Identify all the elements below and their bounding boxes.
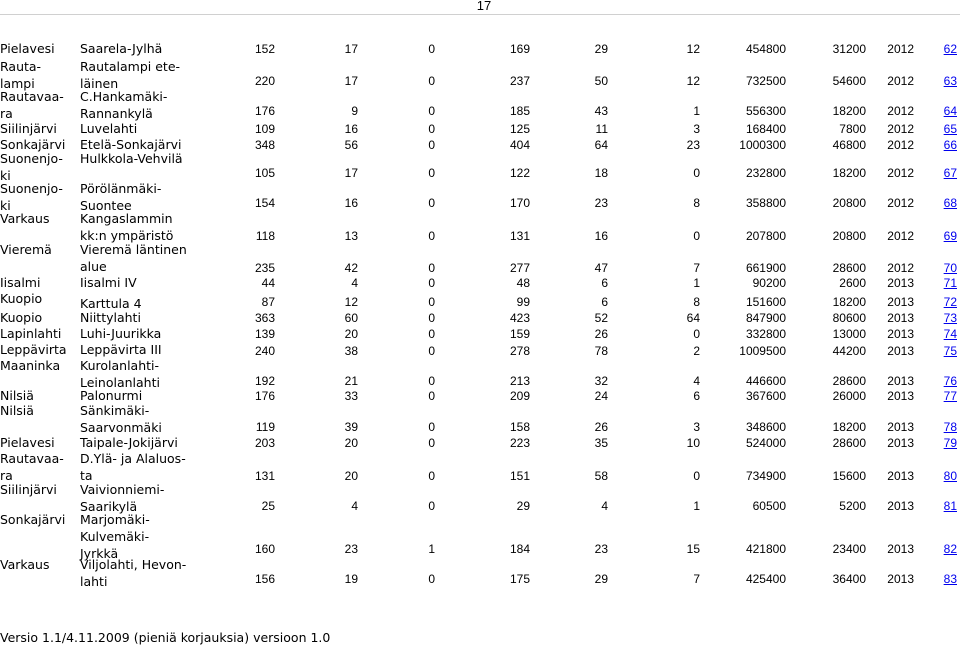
col1-cell: 192 — [254, 374, 275, 388]
col7-cell: 734900 — [745, 469, 786, 483]
page-link[interactable]: 74 — [943, 327, 957, 341]
municipality-cell: Iisalmi — [0, 275, 41, 290]
area-name-cell: Saarela-Jylhä — [80, 41, 163, 56]
col8-cell: 31200 — [832, 42, 866, 56]
col1-cell: 118 — [255, 229, 275, 243]
year-cell: 2012 — [887, 166, 914, 180]
municipality-cell: Rautavaa- ra — [0, 89, 64, 121]
year-cell: 2013 — [887, 344, 914, 358]
col6-cell: 1 — [693, 499, 700, 513]
col5-cell: 6 — [601, 295, 608, 309]
area-name-cell: Leppävirta III — [80, 342, 162, 357]
year-cell: 2013 — [887, 276, 914, 290]
col5-cell: 26 — [594, 420, 608, 434]
col1-cell: 25 — [261, 499, 275, 513]
col4-cell: 423 — [509, 311, 530, 325]
col6-cell: 23 — [686, 138, 700, 152]
municipality-cell: Maaninka — [0, 358, 61, 373]
col5-cell: 16 — [594, 229, 608, 243]
area-name-cell: Marjomäki- Kulvemäki- Jyrkkä — [80, 512, 150, 561]
col5-cell: 18 — [594, 166, 608, 180]
col8-cell: 18200 — [832, 104, 866, 118]
col6-cell: 3 — [693, 122, 700, 136]
municipality-cell: Nilsiä — [0, 388, 34, 403]
year-cell: 2013 — [887, 389, 914, 403]
col5-cell: 52 — [594, 311, 608, 325]
col4-cell: 158 — [509, 420, 530, 434]
page-link[interactable]: 70 — [943, 261, 957, 275]
col2-cell: 19 — [344, 572, 358, 586]
col8-cell: 23400 — [832, 542, 866, 556]
year-cell: 2012 — [887, 261, 914, 275]
municipality-cell: Siilinjärvi — [0, 121, 57, 136]
col3-cell: 0 — [428, 229, 435, 243]
page-link[interactable]: 66 — [943, 138, 957, 152]
col3-cell: 0 — [428, 122, 435, 136]
municipality-cell: Sonkajärvi — [0, 137, 66, 152]
col8-cell: 28600 — [832, 374, 866, 388]
municipality-cell: Suonenjo- ki — [0, 181, 63, 213]
col4-cell: 223 — [509, 436, 530, 450]
col3-cell: 0 — [428, 420, 435, 434]
col2-cell: 16 — [344, 196, 358, 210]
col7-cell: 847900 — [745, 311, 786, 325]
col4-cell: 29 — [516, 499, 530, 513]
col3-cell: 0 — [428, 572, 435, 586]
col8-cell: 26000 — [832, 389, 866, 403]
page-link[interactable]: 80 — [943, 469, 957, 483]
year-cell: 2013 — [887, 469, 914, 483]
page-link[interactable]: 81 — [943, 499, 957, 513]
municipality-cell: Sonkajärvi — [0, 512, 66, 527]
year-cell: 2013 — [887, 311, 914, 325]
municipality-cell: Suonenjo- ki — [0, 151, 63, 183]
col5-cell: 29 — [594, 42, 608, 56]
col8-cell: 18200 — [832, 166, 866, 180]
page-number: 17 — [476, 0, 492, 13]
col3-cell: 0 — [428, 374, 435, 388]
col2-cell: 17 — [344, 42, 358, 56]
col2-cell: 16 — [344, 122, 358, 136]
area-name-cell: Rautalampi ete- läinen — [80, 59, 181, 91]
page-link[interactable]: 63 — [943, 74, 957, 88]
col8-cell: 44200 — [832, 344, 866, 358]
col6-cell: 7 — [693, 261, 700, 275]
col8-cell: 18200 — [832, 420, 866, 434]
page-link[interactable]: 64 — [943, 104, 957, 118]
area-name-cell: Luhi-Juurikka — [80, 326, 162, 341]
col7-cell: 332800 — [745, 327, 786, 341]
col4-cell: 125 — [509, 122, 530, 136]
municipality-cell: Kuopio — [0, 310, 43, 325]
area-name-cell: Niittylahti — [80, 310, 141, 325]
year-cell: 2012 — [887, 74, 914, 88]
col6-cell: 12 — [686, 74, 700, 88]
col2-cell: 4 — [351, 276, 358, 290]
col1-cell: 152 — [254, 42, 275, 56]
page-link[interactable]: 72 — [943, 295, 957, 309]
col4-cell: 151 — [509, 469, 530, 483]
col1-cell: 119 — [255, 420, 275, 434]
col6-cell: 0 — [693, 166, 700, 180]
col3-cell: 0 — [428, 311, 435, 325]
municipality-cell: Siilinjärvi — [0, 482, 57, 497]
col1-cell: 240 — [254, 344, 275, 358]
col8-cell: 36400 — [832, 572, 866, 586]
col7-cell: 454800 — [745, 42, 786, 56]
area-name-cell: Karttula 4 — [80, 296, 142, 311]
col2-cell: 38 — [344, 344, 358, 358]
col4-cell: 131 — [509, 229, 530, 243]
col5-cell: 32 — [594, 374, 608, 388]
year-cell: 2012 — [887, 122, 914, 136]
col6-cell: 2 — [693, 344, 700, 358]
col4-cell: 404 — [509, 138, 530, 152]
year-cell: 2013 — [887, 572, 914, 586]
year-cell: 2013 — [887, 499, 914, 513]
col6-cell: 10 — [686, 436, 700, 450]
year-cell: 2013 — [887, 374, 914, 388]
col1-cell: 131 — [254, 469, 275, 483]
col6-cell: 7 — [693, 572, 700, 586]
municipality-cell: Varkaus — [0, 211, 50, 226]
page-number-bar — [0, 0, 960, 15]
col5-cell: 29 — [594, 572, 608, 586]
col1-cell: 139 — [254, 327, 275, 341]
col8-cell: 20800 — [832, 229, 866, 243]
page-link[interactable]: 83 — [943, 572, 957, 586]
col7-cell: 524000 — [745, 436, 786, 450]
col2-cell: 13 — [344, 229, 358, 243]
municipality-cell: Varkaus — [0, 557, 50, 572]
col2-cell: 21 — [344, 374, 358, 388]
area-name-cell: D.Ylä- ja Alaluos- ta — [80, 451, 186, 483]
municipality-cell: Pielavesi — [0, 435, 55, 450]
year-cell: 2013 — [887, 436, 914, 450]
municipality-cell: Rautavaa- ra — [0, 451, 64, 483]
col7-cell: 1009500 — [739, 344, 786, 358]
page-link[interactable]: 82 — [943, 542, 957, 556]
col5-cell: 47 — [594, 261, 608, 275]
page-link[interactable]: 65 — [943, 122, 957, 136]
col2-cell: 17 — [344, 74, 358, 88]
year-cell: 2012 — [887, 229, 914, 243]
col7-cell: 425400 — [745, 572, 786, 586]
col8-cell: 15600 — [832, 469, 866, 483]
col5-cell: 24 — [594, 389, 608, 403]
col1-cell: 203 — [254, 436, 275, 450]
area-name-cell: Iisalmi IV — [80, 275, 137, 290]
col3-cell: 0 — [428, 104, 435, 118]
col1-cell: 220 — [254, 74, 275, 88]
area-name-cell: Kangaslammin kk:n ympäristö — [80, 211, 174, 243]
col1-cell: 176 — [254, 104, 275, 118]
col5-cell: 64 — [594, 138, 608, 152]
col7-cell: 168400 — [745, 122, 786, 136]
col2-cell: 20 — [344, 469, 358, 483]
col2-cell: 60 — [344, 311, 358, 325]
col8-cell: 46800 — [832, 138, 866, 152]
area-name-cell: Vaivionniemi- Saarikylä — [80, 482, 165, 514]
area-name-cell: Pörölänmäki- Suontee — [80, 181, 162, 213]
col2-cell: 42 — [344, 261, 358, 275]
col1-cell: 176 — [254, 389, 275, 403]
col5-cell: 4 — [601, 499, 608, 513]
col4-cell: 278 — [509, 344, 530, 358]
col7-cell: 421800 — [745, 542, 786, 556]
area-name-cell: Etelä-Sonkajärvi — [80, 137, 182, 152]
col6-cell: 0 — [693, 327, 700, 341]
col5-cell: 23 — [594, 196, 608, 210]
year-cell: 2013 — [887, 420, 914, 434]
page-link[interactable]: 69 — [943, 229, 957, 243]
col3-cell: 0 — [428, 166, 435, 180]
col5-cell: 35 — [594, 436, 608, 450]
col2-cell: 4 — [351, 499, 358, 513]
col7-cell: 90200 — [752, 276, 786, 290]
col5-cell: 50 — [594, 74, 608, 88]
col6-cell: 0 — [693, 229, 700, 243]
col7-cell: 1000300 — [739, 138, 786, 152]
col1-cell: 44 — [261, 276, 275, 290]
col4-cell: 237 — [509, 74, 530, 88]
col3-cell: 0 — [428, 295, 435, 309]
col4-cell: 209 — [509, 389, 530, 403]
col7-cell: 446600 — [745, 374, 786, 388]
col6-cell: 15 — [686, 542, 700, 556]
municipality-cell: Lapinlahti — [0, 326, 62, 341]
col3-cell: 0 — [428, 42, 435, 56]
area-name-cell: Kurolanlahti- Leinolanlahti — [80, 358, 160, 390]
col1-cell: 109 — [254, 122, 275, 136]
page-link[interactable]: 67 — [943, 166, 957, 180]
page-link[interactable]: 76 — [943, 374, 957, 388]
col8-cell: 54600 — [832, 74, 866, 88]
col1-cell: 154 — [254, 196, 275, 210]
year-cell: 2012 — [887, 196, 914, 210]
col2-cell: 20 — [344, 327, 358, 341]
col5-cell: 58 — [594, 469, 608, 483]
col2-cell: 17 — [344, 166, 358, 180]
col4-cell: 122 — [509, 166, 530, 180]
col5-cell: 6 — [601, 276, 608, 290]
page-link[interactable]: 68 — [943, 196, 957, 210]
col3-cell: 0 — [428, 469, 435, 483]
col5-cell: 11 — [595, 122, 608, 136]
col8-cell: 2600 — [839, 276, 866, 290]
page-link[interactable]: 75 — [943, 344, 957, 358]
col3-cell: 0 — [428, 74, 435, 88]
municipality-cell: Vieremä — [0, 242, 52, 257]
col2-cell: 12 — [344, 295, 358, 309]
area-name-cell: Sänkimäki- Saarvonmäki — [80, 403, 162, 435]
municipality-cell: Kuopio — [0, 291, 43, 306]
municipality-cell: Pielavesi — [0, 41, 55, 56]
col7-cell: 232800 — [745, 166, 786, 180]
area-name-cell: Viljolahti, Hevon- lahti — [80, 557, 187, 589]
col3-cell: 0 — [428, 327, 435, 341]
col4-cell: 159 — [509, 327, 530, 341]
col1-cell: 235 — [254, 261, 275, 275]
col3-cell: 0 — [428, 499, 435, 513]
page-link[interactable]: 77 — [943, 389, 957, 403]
col8-cell: 7800 — [839, 122, 866, 136]
year-cell: 2012 — [887, 104, 914, 118]
col4-cell: 169 — [509, 42, 530, 56]
col7-cell: 732500 — [745, 74, 786, 88]
col7-cell: 358800 — [745, 196, 786, 210]
col4-cell: 184 — [509, 542, 530, 556]
col6-cell: 8 — [693, 295, 700, 309]
col7-cell: 556300 — [745, 104, 786, 118]
col3-cell: 0 — [428, 196, 435, 210]
col3-cell: 0 — [428, 276, 435, 290]
col4-cell: 277 — [509, 261, 530, 275]
col4-cell: 48 — [516, 276, 530, 290]
col6-cell: 1 — [693, 104, 700, 118]
col7-cell: 661900 — [745, 261, 786, 275]
col8-cell: 13000 — [832, 327, 866, 341]
col1-cell: 87 — [261, 295, 275, 309]
col3-cell: 0 — [428, 344, 435, 358]
col8-cell: 28600 — [832, 261, 866, 275]
col6-cell: 1 — [693, 276, 700, 290]
col6-cell: 3 — [693, 420, 700, 434]
area-name-cell: Taipale-Jokijärvi — [80, 435, 178, 450]
col7-cell: 60500 — [752, 499, 786, 513]
col2-cell: 39 — [344, 420, 358, 434]
col7-cell: 348600 — [745, 420, 786, 434]
col4-cell: 175 — [509, 572, 530, 586]
area-name-cell: C.Hankamäki- Rannankylä — [80, 89, 168, 121]
municipality-cell: Nilsiä — [0, 403, 34, 418]
col6-cell: 4 — [693, 374, 700, 388]
page-link[interactable]: 71 — [943, 276, 957, 290]
col2-cell: 9 — [351, 104, 358, 118]
col1-cell: 363 — [254, 311, 275, 325]
col1-cell: 160 — [254, 542, 275, 556]
col5-cell: 78 — [594, 344, 608, 358]
col8-cell: 5200 — [839, 499, 866, 513]
col7-cell: 207800 — [745, 229, 786, 243]
col6-cell: 6 — [693, 389, 700, 403]
col4-cell: 213 — [509, 374, 530, 388]
col3-cell: 1 — [428, 542, 435, 556]
col8-cell: 80600 — [832, 311, 866, 325]
col3-cell: 0 — [428, 261, 435, 275]
year-cell: 2013 — [887, 295, 914, 309]
col5-cell: 23 — [594, 542, 608, 556]
col6-cell: 0 — [693, 469, 700, 483]
col3-cell: 0 — [428, 138, 435, 152]
col5-cell: 26 — [594, 327, 608, 341]
col3-cell: 0 — [428, 436, 435, 450]
page-link[interactable]: 79 — [943, 436, 957, 450]
col2-cell: 20 — [344, 436, 358, 450]
area-name-cell: Hulkkola-Vehvilä — [80, 151, 183, 166]
col3-cell: 0 — [428, 389, 435, 403]
area-name-cell: Palonurmi — [80, 388, 143, 403]
col7-cell: 151600 — [745, 295, 786, 309]
municipality-cell: Leppävirta — [0, 342, 67, 357]
col4-cell: 99 — [516, 295, 530, 309]
col4-cell: 170 — [509, 196, 530, 210]
year-cell: 2013 — [887, 327, 914, 341]
col8-cell: 28600 — [832, 436, 866, 450]
footer-version: Versio 1.1/4.11.2009 (pieniä korjauksia) versioon 1.0 — [0, 630, 331, 645]
col8-cell: 18200 — [832, 295, 866, 309]
col2-cell: 56 — [344, 138, 358, 152]
col1-cell: 156 — [254, 572, 275, 586]
col6-cell: 8 — [693, 196, 700, 210]
col6-cell: 12 — [686, 42, 700, 56]
municipality-cell: Rauta- lampi — [0, 59, 42, 91]
col4-cell: 185 — [509, 104, 530, 118]
col8-cell: 20800 — [832, 196, 866, 210]
area-name-cell: Luvelahti — [80, 121, 138, 136]
page-link[interactable]: 73 — [943, 311, 957, 325]
year-cell: 2012 — [887, 42, 914, 56]
page-link[interactable]: 78 — [943, 420, 957, 434]
year-cell: 2012 — [887, 138, 914, 152]
col1-cell: 348 — [254, 138, 275, 152]
col7-cell: 367600 — [745, 389, 786, 403]
col1-cell: 105 — [254, 166, 275, 180]
col2-cell: 33 — [344, 389, 358, 403]
col5-cell: 43 — [594, 104, 608, 118]
area-name-cell: Vieremä läntinen alue — [80, 242, 187, 274]
col2-cell: 23 — [344, 542, 358, 556]
col6-cell: 64 — [686, 311, 700, 325]
year-cell: 2013 — [887, 542, 914, 556]
page-link[interactable]: 62 — [943, 42, 957, 56]
